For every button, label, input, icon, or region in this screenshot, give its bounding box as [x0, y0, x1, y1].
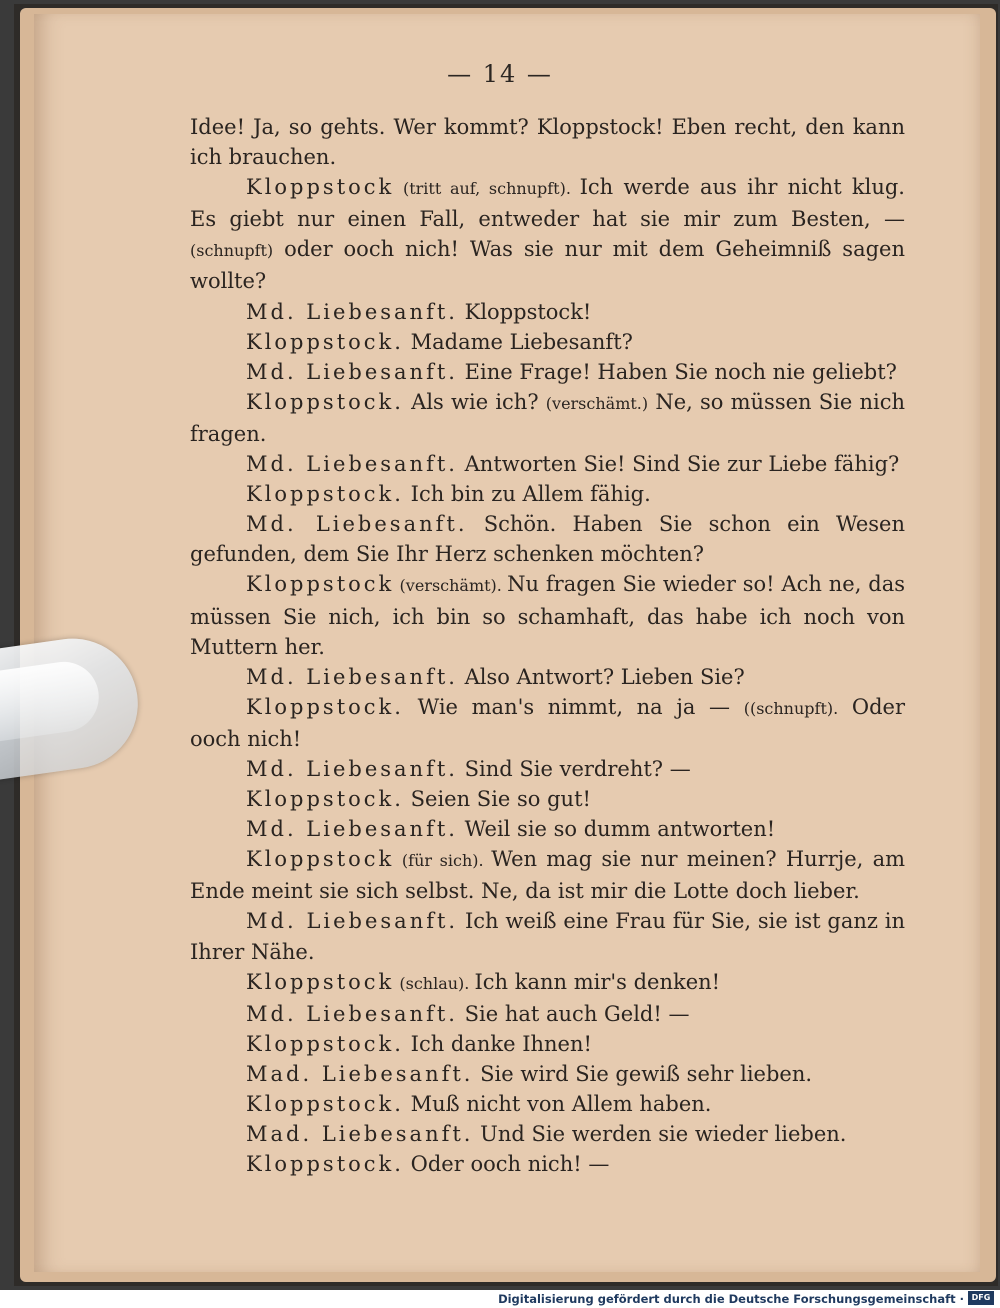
dialogue-paragraph — [190, 327, 905, 357]
dialogue-paragraph — [190, 754, 905, 784]
speaker-name: Kloppstock — [246, 847, 395, 872]
dialogue-paragraph — [190, 999, 905, 1029]
dialogue-paragraph — [190, 172, 905, 296]
play-text — [190, 112, 905, 1179]
speaker-name: Mad. Liebesanft. — [246, 1122, 474, 1147]
speaker-name: Kloppstock. — [246, 1152, 404, 1177]
dialogue-text: Ich weiß eine Frau für Sie, sie ist ganz in Ihrer Nähe. — [190, 909, 906, 964]
dialogue-text: Wen mag sie nur meinen? Hurrje, am Ende meint sie sich selbst. Ne, da ist mir die Lotte doch lieber. — [190, 847, 905, 904]
dialogue-text: Muß nicht von Allem haben. — [403, 1092, 712, 1116]
speaker-name: Kloppstock. — [246, 694, 404, 719]
dialogue-text: Wie man's nimmt, na ja — — [403, 694, 744, 719]
dialogue-paragraph — [190, 569, 905, 661]
dialogue-text: Kloppstock! — [457, 299, 592, 324]
dialogue-paragraph — [190, 814, 905, 844]
speaker-name: Md. Liebesanft. — [246, 299, 458, 324]
speaker-name: Md. Liebesanft. — [246, 1001, 458, 1026]
thumb-clip-highlight — [0, 657, 103, 742]
dialogue-paragraph — [190, 449, 905, 479]
dialogue-paragraph — [190, 1089, 905, 1119]
funding-credit: Digitalisierung gefördert durch die Deutsche Forschungsgemeinschaft · — [498, 1292, 964, 1306]
stage-direction: ((schnupft). — [743, 698, 839, 718]
stage-direction: (schlau). — [394, 973, 475, 993]
dialogue-paragraph — [190, 357, 905, 387]
dialogue-paragraph — [190, 662, 905, 692]
speaker-name: Md. Liebesanft. — [246, 909, 459, 934]
dialogue-paragraph — [190, 387, 905, 449]
stage-direction: (verschämt.) — [545, 393, 649, 413]
speaker-name: Kloppstock. — [246, 482, 404, 507]
dialogue-text: Nu fragen Sie wieder so! Ach ne, das müssen Sie nich, ich bin so schamhaft, das habe ich noch von Muttern her. — [190, 572, 905, 659]
stage-direction: (für sich). — [394, 851, 492, 871]
dialogue-paragraph — [190, 692, 905, 754]
dialogue-text: Antworten Sie! Sind Sie zur Liebe fähig? — [457, 452, 900, 477]
dialogue-text: Madame Liebesanft? — [403, 329, 633, 354]
speaker-name: Mad. Liebesanft. — [246, 1061, 474, 1086]
dfg-logo: DFG — [968, 1291, 994, 1305]
speaker-name: Kloppstock. — [246, 389, 404, 414]
dialogue-paragraph — [190, 1119, 905, 1149]
page-number: — 14 — — [447, 60, 553, 88]
speaker-name: Md. Liebesanft. — [246, 664, 458, 689]
dialogue-paragraph — [190, 906, 905, 966]
speaker-name: Kloppstock. — [246, 329, 404, 354]
speaker-name: Md. Liebesanft. — [246, 452, 458, 477]
speaker-name: Kloppstock — [246, 175, 395, 200]
stage-direction: (tritt auf, schnupft). — [394, 179, 580, 199]
dialogue-text: Weil sie so dumm antworten! — [457, 817, 776, 842]
dialogue-text: Schön. Haben Sie schon ein Wesen gefunden, dem Sie Ihr Herz schenken möchten? — [190, 512, 905, 567]
dialogue-paragraph — [190, 967, 905, 999]
speaker-name: Md. Liebesanft. — [246, 756, 458, 781]
speaker-name: Kloppstock — [246, 572, 395, 597]
dialogue-text: Oder ooch nich! — [190, 694, 905, 751]
footer-bar — [0, 1290, 1000, 1308]
speaker-name: Kloppstock. — [246, 1092, 404, 1116]
dialogue-paragraph — [190, 509, 905, 569]
dialogue-text: Sind Sie verdreht? — — [457, 756, 691, 781]
dialogue-text: Ich kann mir's denken! — [474, 969, 721, 994]
dialogue-text: Ich danke Ihnen! — [403, 1031, 592, 1056]
stage-direction: (verschämt). — [394, 576, 508, 596]
dialogue-text: Oder ooch nich! — — [403, 1152, 610, 1177]
stage-direction: (schnupft) — [190, 241, 274, 261]
speaker-name: Kloppstock. — [246, 787, 404, 812]
speaker-name: Md. Liebesanft. — [246, 359, 458, 384]
dialogue-paragraph — [190, 112, 905, 172]
dialogue-paragraph — [190, 1029, 905, 1059]
speaker-name: Kloppstock — [246, 969, 395, 994]
dialogue-paragraph — [190, 479, 905, 509]
speaker-name: Md. Liebesanft. — [246, 512, 468, 537]
dialogue-text: Ich bin zu Allem fähig. — [403, 482, 651, 507]
dialogue-text: oder ooch nich! Was sie nur mit dem Geheimniß sagen wollte? — [190, 237, 905, 294]
dialogue-paragraph — [190, 1149, 905, 1179]
dialogue-text: Ne, so müssen Sie nich fragen. — [190, 389, 905, 446]
dialogue-text: Sie wird Sie gewiß sehr lieben. — [473, 1061, 813, 1086]
dialogue-text: Seien Sie so gut! — [403, 787, 591, 812]
dialogue-paragraph — [190, 784, 905, 814]
dialogue-paragraph — [190, 297, 905, 327]
dialogue-text: Als wie ich? — [403, 389, 546, 414]
dialogue-text: Und Sie werden sie wieder lieben. — [473, 1122, 847, 1147]
speaker-name: Kloppstock. — [246, 1031, 404, 1056]
dialogue-text: Idee! Ja, so gehts. Wer kommt? Kloppstock! Eben recht, den kann ich brauchen. — [190, 115, 905, 170]
speaker-name: Md. Liebesanft. — [246, 817, 458, 842]
dialogue-paragraph — [190, 1059, 905, 1089]
dialogue-text: Ich werde aus ihr nicht klug. Es giebt nur einen Fall, entweder hat sie mir zum Besten, — — [190, 175, 905, 232]
dialogue-paragraph — [190, 844, 905, 906]
dialogue-text: Sie hat auch Geld! — — [457, 1001, 690, 1026]
dialogue-text: Eine Frage! Haben Sie noch nie geliebt? — [457, 359, 897, 384]
dialogue-text: Also Antwort? Lieben Sie? — [457, 664, 745, 689]
